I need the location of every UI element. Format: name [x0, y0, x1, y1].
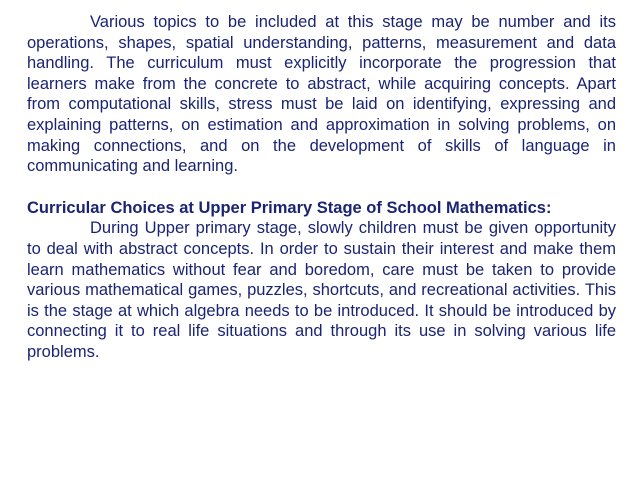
section-heading: Curricular Choices at Upper Primary Stage of School Mathematics:	[27, 198, 552, 217]
paragraph-upper-primary: During Upper primary stage, slowly children must be given opportunity to deal with abstract concepts. In order to sustain their interest and make them learn mathematics without fear and boredom, care must be taken to provide various mathematical games, puzzles, shortcuts, and recreational activities. This is the stage at which algebra needs to be introduced. It should be introduced by connecting it to real life situations and through its use in solving various life problems.	[27, 219, 616, 361]
document-body	[27, 12, 616, 363]
paragraph-primary-topics: Various topics to be included at this stage may be number and its operations, shapes, spatial understanding, patterns, measurement and data handling. The curriculum must explicitly incorporate the progression that learners make from the concrete to abstract, while acquiring concepts. Apart from computational skills, stress must be laid on identifying, expressing and explaining patterns, on estimation and approximation in solving problems, on making connections, and on the development of skills of language in communicating and learning.	[27, 13, 616, 176]
